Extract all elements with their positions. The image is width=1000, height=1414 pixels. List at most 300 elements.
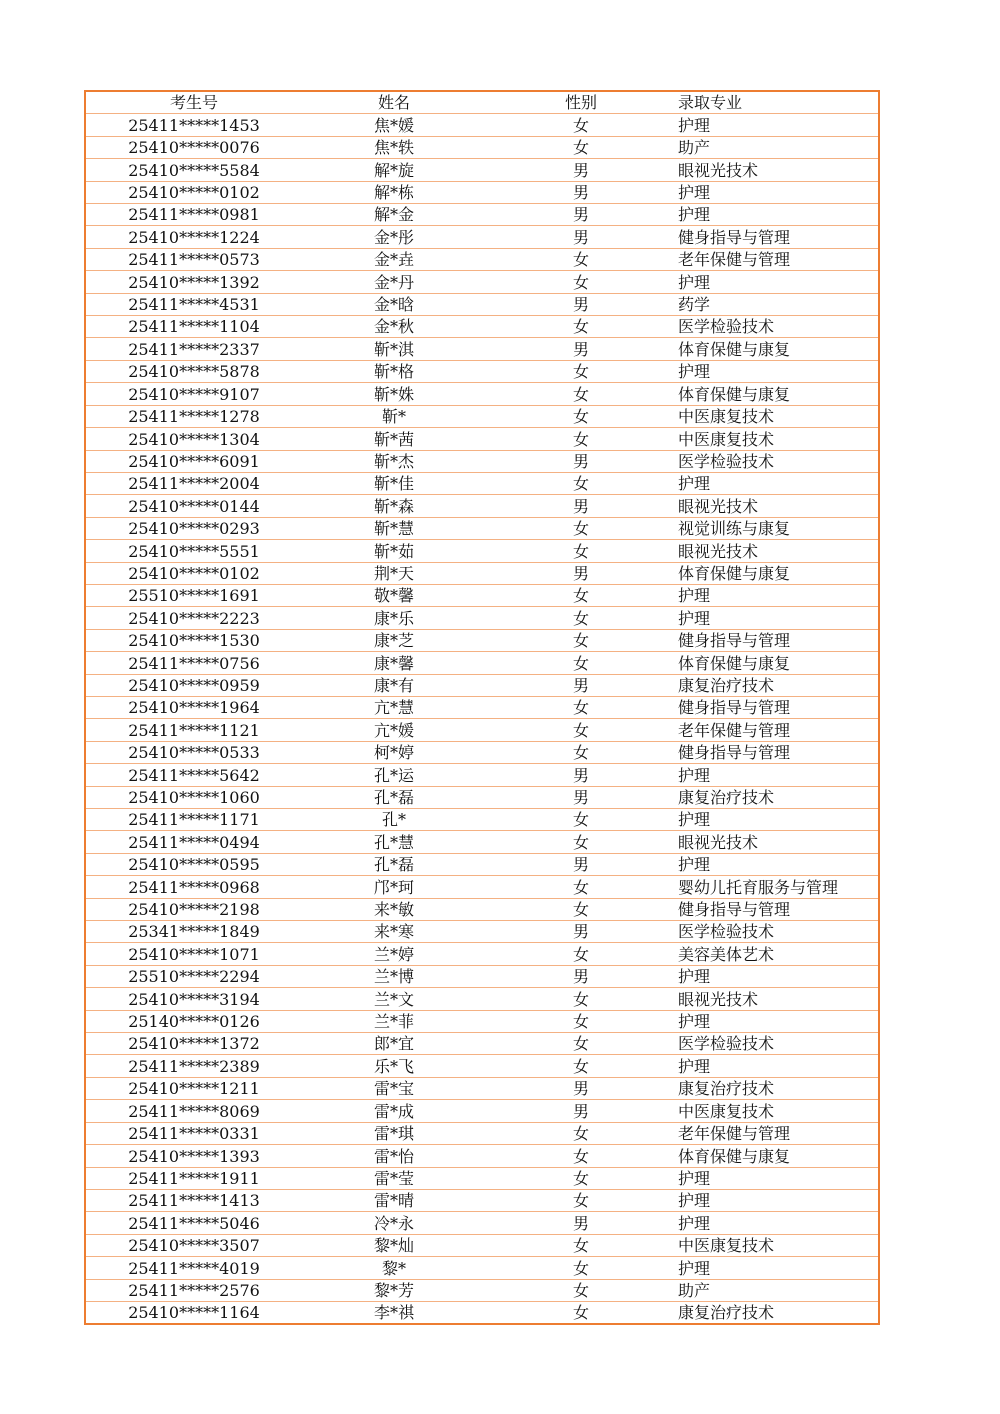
- cell-gender: 女: [486, 540, 676, 562]
- cell-gender: 女: [486, 1033, 676, 1055]
- table-row: [85, 540, 879, 562]
- header-gender: 性别: [486, 91, 676, 114]
- cell-major: [676, 629, 879, 651]
- cell-major: [676, 1301, 879, 1324]
- cell-major-label: 药学: [678, 295, 711, 315]
- cell-major-label: 眼视光技术: [678, 541, 759, 561]
- cell-major: [676, 338, 879, 360]
- table-row: [85, 1122, 879, 1144]
- cell-major-label: 健身指导与管理: [678, 743, 791, 763]
- cell-major-label: 美容美体艺术: [678, 944, 775, 964]
- cell-exam-id: 25410*****0959: [85, 674, 302, 696]
- cell-gender: 女: [486, 1257, 676, 1279]
- cell-exam-id: 25410*****5584: [85, 159, 302, 181]
- cell-name: 靳*慧: [302, 517, 486, 539]
- cell-major-label: 护理: [678, 115, 711, 135]
- cell-major: [676, 921, 879, 943]
- cell-major-label: 护理: [678, 272, 711, 292]
- cell-exam-id: 25410*****1372: [85, 1033, 302, 1055]
- table-row: [85, 472, 879, 494]
- cell-gender: 女: [486, 1122, 676, 1144]
- table-row: [85, 316, 879, 338]
- cell-major-label: 护理: [678, 586, 711, 606]
- cell-major: [676, 517, 879, 539]
- cell-major: [676, 898, 879, 920]
- cell-name: 雷*宝: [302, 1077, 486, 1099]
- cell-major-label: 眼视光技术: [678, 832, 759, 852]
- table-row: [85, 876, 879, 898]
- cell-gender: 男: [486, 181, 676, 203]
- cell-major: [676, 1055, 879, 1077]
- cell-major-label: 护理: [678, 967, 711, 987]
- cell-major: [676, 719, 879, 741]
- cell-name: 康*有: [302, 674, 486, 696]
- cell-major: [676, 562, 879, 584]
- cell-exam-id: 25410*****5878: [85, 360, 302, 382]
- cell-name: 金*秋: [302, 316, 486, 338]
- cell-gender: 男: [486, 450, 676, 472]
- cell-major-label: 护理: [678, 810, 711, 830]
- cell-major: [676, 853, 879, 875]
- table-row: [85, 360, 879, 382]
- cell-gender: 女: [486, 316, 676, 338]
- table-row: [85, 181, 879, 203]
- cell-gender: 女: [486, 405, 676, 427]
- cell-name: 雷*怡: [302, 1145, 486, 1167]
- cell-exam-id: 25411*****1121: [85, 719, 302, 741]
- cell-major-label: 健身指导与管理: [678, 631, 791, 651]
- cell-gender: 女: [486, 383, 676, 405]
- cell-major-label: 护理: [678, 1012, 711, 1032]
- table-row: [85, 719, 879, 741]
- cell-name: 荆*天: [302, 562, 486, 584]
- cell-major-label: 视觉训练与康复: [678, 519, 791, 539]
- cell-exam-id: 25140*****0126: [85, 1010, 302, 1032]
- header-exam-id: 考生号: [85, 91, 302, 114]
- cell-gender: 女: [486, 1279, 676, 1301]
- cell-major-label: 医学检验技术: [678, 451, 775, 471]
- cell-major-label: 康复治疗技术: [678, 1303, 775, 1323]
- table-row: [85, 293, 879, 315]
- cell-major-label: 护理: [678, 1213, 711, 1233]
- cell-major: [676, 1100, 879, 1122]
- cell-gender: 女: [486, 876, 676, 898]
- cell-exam-id: 25411*****1104: [85, 316, 302, 338]
- cell-major-label: 医学检验技术: [678, 922, 775, 942]
- cell-major: [676, 764, 879, 786]
- cell-gender: 女: [486, 248, 676, 270]
- cell-name: 来*敏: [302, 898, 486, 920]
- cell-name: 金*丹: [302, 271, 486, 293]
- table-row: [85, 629, 879, 651]
- cell-major: [676, 450, 879, 472]
- cell-gender: 男: [486, 921, 676, 943]
- cell-gender: 男: [486, 1100, 676, 1122]
- cell-major-label: 康复治疗技术: [678, 675, 775, 695]
- cell-name: 邝*珂: [302, 876, 486, 898]
- cell-exam-id: 25410*****3507: [85, 1234, 302, 1256]
- cell-gender: 女: [486, 1167, 676, 1189]
- cell-major: [676, 1145, 879, 1167]
- cell-major-label: 体育保健与康复: [678, 384, 791, 404]
- cell-major: [676, 428, 879, 450]
- cell-exam-id: 25410*****0102: [85, 181, 302, 203]
- header-name: 姓名: [302, 91, 486, 114]
- cell-major-label: 婴幼儿托育服务与管理: [678, 877, 839, 897]
- table-row: [85, 584, 879, 606]
- cell-name: 兰*文: [302, 988, 486, 1010]
- cell-gender: 男: [486, 159, 676, 181]
- header-major: [676, 91, 879, 114]
- cell-exam-id: 25410*****0595: [85, 853, 302, 875]
- cell-major: [676, 540, 879, 562]
- cell-major-label: 健身指导与管理: [678, 900, 791, 920]
- cell-major-label: 体育保健与康复: [678, 563, 791, 583]
- cell-major: [676, 1234, 879, 1256]
- cell-gender: 女: [486, 988, 676, 1010]
- table-row: [85, 965, 879, 987]
- cell-gender: 女: [486, 898, 676, 920]
- table-row: [85, 1033, 879, 1055]
- cell-exam-id: 25341*****1849: [85, 921, 302, 943]
- cell-gender: 女: [486, 652, 676, 674]
- table-row: [85, 405, 879, 427]
- cell-major: [676, 1257, 879, 1279]
- table-row: [85, 1189, 879, 1211]
- cell-exam-id: 25411*****0573: [85, 248, 302, 270]
- table-row: [85, 495, 879, 517]
- cell-gender: 女: [486, 943, 676, 965]
- cell-exam-id: 25411*****1171: [85, 809, 302, 831]
- cell-gender: 男: [486, 204, 676, 226]
- cell-exam-id: 25411*****0968: [85, 876, 302, 898]
- cell-name: 靳*: [302, 405, 486, 427]
- cell-major-label: 健身指导与管理: [678, 698, 791, 718]
- cell-name: 靳*茹: [302, 540, 486, 562]
- cell-exam-id: 25410*****0293: [85, 517, 302, 539]
- table-row: [85, 943, 879, 965]
- cell-name: 金*晗: [302, 293, 486, 315]
- cell-name: 雷*莹: [302, 1167, 486, 1189]
- cell-major-label: 眼视光技术: [678, 496, 759, 516]
- cell-name: 柯*婷: [302, 741, 486, 763]
- cell-exam-id: 25410*****1530: [85, 629, 302, 651]
- cell-exam-id: 25410*****1964: [85, 696, 302, 718]
- cell-exam-id: 25411*****1911: [85, 1167, 302, 1189]
- table-row: [85, 1167, 879, 1189]
- cell-major-label: 中医康复技术: [678, 1236, 775, 1256]
- cell-major: [676, 831, 879, 853]
- cell-major-label: 医学检验技术: [678, 317, 775, 337]
- table-header-row: [85, 91, 879, 114]
- cell-major: [676, 293, 879, 315]
- table-row: [85, 1279, 879, 1301]
- cell-gender: 男: [486, 293, 676, 315]
- table-row: [85, 428, 879, 450]
- cell-major-label: 助产: [678, 138, 711, 158]
- table-row: [85, 741, 879, 763]
- cell-major-label: 护理: [678, 1258, 711, 1278]
- cell-name: 解*旋: [302, 159, 486, 181]
- cell-major: [676, 1189, 879, 1211]
- cell-name: 李*祺: [302, 1301, 486, 1324]
- cell-exam-id: 25410*****1224: [85, 226, 302, 248]
- cell-exam-id: 25410*****5551: [85, 540, 302, 562]
- cell-exam-id: 25411*****4531: [85, 293, 302, 315]
- table-row: [85, 607, 879, 629]
- cell-exam-id: 25411*****8069: [85, 1100, 302, 1122]
- cell-name: 亢*慧: [302, 696, 486, 718]
- cell-major: [676, 271, 879, 293]
- cell-major: [676, 181, 879, 203]
- cell-major-label: 体育保健与康复: [678, 1146, 791, 1166]
- cell-gender: 女: [486, 1010, 676, 1032]
- cell-exam-id: 25411*****2337: [85, 338, 302, 360]
- cell-name: 敬*馨: [302, 584, 486, 606]
- table-row: [85, 1301, 879, 1324]
- cell-name: 雷*晴: [302, 1189, 486, 1211]
- cell-exam-id: 25410*****0102: [85, 562, 302, 584]
- table-row: [85, 674, 879, 696]
- table-row: [85, 809, 879, 831]
- cell-gender: 男: [486, 965, 676, 987]
- cell-exam-id: 25410*****1393: [85, 1145, 302, 1167]
- cell-gender: 女: [486, 428, 676, 450]
- cell-exam-id: 25410*****1071: [85, 943, 302, 965]
- cell-major-label: 护理: [678, 183, 711, 203]
- cell-gender: 男: [486, 853, 676, 875]
- cell-gender: 男: [486, 495, 676, 517]
- cell-major: [676, 696, 879, 718]
- cell-major-label: 眼视光技术: [678, 160, 759, 180]
- cell-name: 解*栋: [302, 181, 486, 203]
- cell-exam-id: 25410*****6091: [85, 450, 302, 472]
- cell-major-label: 老年保健与管理: [678, 1124, 791, 1144]
- cell-gender: 女: [486, 1301, 676, 1324]
- table-row: [85, 1145, 879, 1167]
- cell-gender: 男: [486, 786, 676, 808]
- table-row: [85, 1257, 879, 1279]
- table-row: [85, 1010, 879, 1032]
- cell-major-label: 护理: [678, 1056, 711, 1076]
- table-row: [85, 383, 879, 405]
- table-row: [85, 1100, 879, 1122]
- cell-gender: 男: [486, 1077, 676, 1099]
- cell-exam-id: 25410*****1392: [85, 271, 302, 293]
- cell-major: [676, 1077, 879, 1099]
- cell-name: 黎*灿: [302, 1234, 486, 1256]
- cell-gender: 男: [486, 1212, 676, 1234]
- cell-major-label: 护理: [678, 362, 711, 382]
- cell-gender: 女: [486, 629, 676, 651]
- cell-gender: 女: [486, 114, 676, 136]
- cell-exam-id: 25410*****1060: [85, 786, 302, 808]
- cell-exam-id: 25410*****2223: [85, 607, 302, 629]
- cell-gender: 女: [486, 136, 676, 158]
- cell-gender: 女: [486, 831, 676, 853]
- cell-major: [676, 226, 879, 248]
- cell-name: 康*馨: [302, 652, 486, 674]
- cell-name: 孔*磊: [302, 786, 486, 808]
- cell-major: [676, 741, 879, 763]
- cell-gender: 男: [486, 226, 676, 248]
- cell-gender: 女: [486, 271, 676, 293]
- cell-exam-id: 25411*****2004: [85, 472, 302, 494]
- cell-major-label: 护理: [678, 765, 711, 785]
- table-row: [85, 831, 879, 853]
- cell-exam-id: 25411*****5642: [85, 764, 302, 786]
- cell-exam-id: 25411*****1413: [85, 1189, 302, 1211]
- cell-major-label: 眼视光技术: [678, 989, 759, 1009]
- cell-name: 金*彤: [302, 226, 486, 248]
- table-row: [85, 114, 879, 136]
- cell-major: [676, 943, 879, 965]
- cell-name: 康*乐: [302, 607, 486, 629]
- cell-exam-id: 25411*****2389: [85, 1055, 302, 1077]
- cell-major: [676, 248, 879, 270]
- cell-name: 黎*: [302, 1257, 486, 1279]
- cell-major: [676, 159, 879, 181]
- cell-major-label: 中医康复技术: [678, 1101, 775, 1121]
- cell-exam-id: 25410*****1164: [85, 1301, 302, 1324]
- cell-major-label: 老年保健与管理: [678, 720, 791, 740]
- cell-major: [676, 786, 879, 808]
- cell-gender: 男: [486, 674, 676, 696]
- cell-name: 孔*慧: [302, 831, 486, 853]
- cell-major-label: 护理: [678, 1191, 711, 1211]
- table-row: [85, 338, 879, 360]
- table-row: [85, 248, 879, 270]
- cell-name: 焦*媛: [302, 114, 486, 136]
- cell-exam-id: 25411*****1453: [85, 114, 302, 136]
- cell-major: [676, 136, 879, 158]
- cell-gender: 女: [486, 1145, 676, 1167]
- cell-name: 靳*格: [302, 360, 486, 382]
- cell-major: [676, 988, 879, 1010]
- cell-major-label: 助产: [678, 1280, 711, 1300]
- cell-exam-id: 25410*****1211: [85, 1077, 302, 1099]
- cell-name: 黎*芳: [302, 1279, 486, 1301]
- cell-gender: 女: [486, 741, 676, 763]
- cell-exam-id: 25411*****5046: [85, 1212, 302, 1234]
- cell-major: [676, 607, 879, 629]
- table-body: [85, 114, 879, 1324]
- table-row: [85, 1077, 879, 1099]
- cell-name: 亢*媛: [302, 719, 486, 741]
- cell-major: [676, 472, 879, 494]
- cell-name: 焦*轶: [302, 136, 486, 158]
- cell-name: 兰*博: [302, 965, 486, 987]
- cell-major-label: 护理: [678, 608, 711, 628]
- cell-major-label: 体育保健与康复: [678, 653, 791, 673]
- cell-name: 金*垚: [302, 248, 486, 270]
- cell-name: 靳*淇: [302, 338, 486, 360]
- cell-name: 来*寒: [302, 921, 486, 943]
- cell-name: 兰*婷: [302, 943, 486, 965]
- cell-major-label: 康复治疗技术: [678, 1079, 775, 1099]
- table-row: [85, 764, 879, 786]
- cell-major: [676, 584, 879, 606]
- cell-name: 靳*杰: [302, 450, 486, 472]
- cell-name: 康*芝: [302, 629, 486, 651]
- table-row: [85, 562, 879, 584]
- table-row: [85, 898, 879, 920]
- cell-gender: 女: [486, 607, 676, 629]
- cell-exam-id: 25410*****3194: [85, 988, 302, 1010]
- cell-exam-id: 25410*****0076: [85, 136, 302, 158]
- cell-exam-id: 25410*****1304: [85, 428, 302, 450]
- cell-major: [676, 674, 879, 696]
- cell-exam-id: 25410*****9107: [85, 383, 302, 405]
- cell-major-label: 体育保健与康复: [678, 339, 791, 359]
- table-row: [85, 226, 879, 248]
- cell-name: 郎*宜: [302, 1033, 486, 1055]
- cell-major: [676, 1033, 879, 1055]
- cell-gender: 男: [486, 764, 676, 786]
- header-major-label: 录取专业: [678, 93, 743, 113]
- cell-gender: 女: [486, 517, 676, 539]
- cell-gender: 女: [486, 719, 676, 741]
- cell-exam-id: 25411*****4019: [85, 1257, 302, 1279]
- cell-name: 孔*运: [302, 764, 486, 786]
- cell-major: [676, 652, 879, 674]
- cell-major-label: 中医康复技术: [678, 429, 775, 449]
- cell-name: 冷*永: [302, 1212, 486, 1234]
- cell-exam-id: 25411*****1278: [85, 405, 302, 427]
- cell-major-label: 护理: [678, 855, 711, 875]
- cell-major: [676, 204, 879, 226]
- cell-major-label: 中医康复技术: [678, 407, 775, 427]
- cell-major: [676, 316, 879, 338]
- cell-gender: 女: [486, 1055, 676, 1077]
- table-row: [85, 1212, 879, 1234]
- cell-major-label: 康复治疗技术: [678, 788, 775, 807]
- cell-exam-id: 25510*****2294: [85, 965, 302, 987]
- cell-gender: 女: [486, 472, 676, 494]
- table-row: [85, 159, 879, 181]
- cell-major: [676, 965, 879, 987]
- cell-major: [676, 1122, 879, 1144]
- table-row: [85, 1055, 879, 1077]
- cell-major-label: 老年保健与管理: [678, 250, 791, 270]
- cell-exam-id: 25411*****0756: [85, 652, 302, 674]
- cell-major: [676, 876, 879, 898]
- cell-exam-id: 25510*****1691: [85, 584, 302, 606]
- cell-major: [676, 809, 879, 831]
- cell-gender: 女: [486, 360, 676, 382]
- cell-name: 兰*菲: [302, 1010, 486, 1032]
- cell-name: 靳*森: [302, 495, 486, 517]
- cell-gender: 女: [486, 1189, 676, 1211]
- cell-gender: 女: [486, 809, 676, 831]
- cell-gender: 女: [486, 696, 676, 718]
- cell-exam-id: 25411*****0494: [85, 831, 302, 853]
- table-row: [85, 921, 879, 943]
- cell-name: 雷*成: [302, 1100, 486, 1122]
- cell-major: [676, 383, 879, 405]
- table-row: [85, 853, 879, 875]
- cell-gender: 女: [486, 584, 676, 606]
- cell-name: 靳*佳: [302, 472, 486, 494]
- cell-exam-id: 25411*****2576: [85, 1279, 302, 1301]
- cell-major-label: 护理: [678, 1168, 711, 1188]
- cell-major: [676, 1212, 879, 1234]
- table-row: [85, 450, 879, 472]
- cell-exam-id: 25410*****2198: [85, 898, 302, 920]
- cell-major: [676, 495, 879, 517]
- cell-major-label: 护理: [678, 474, 711, 494]
- cell-name: 乐*飞: [302, 1055, 486, 1077]
